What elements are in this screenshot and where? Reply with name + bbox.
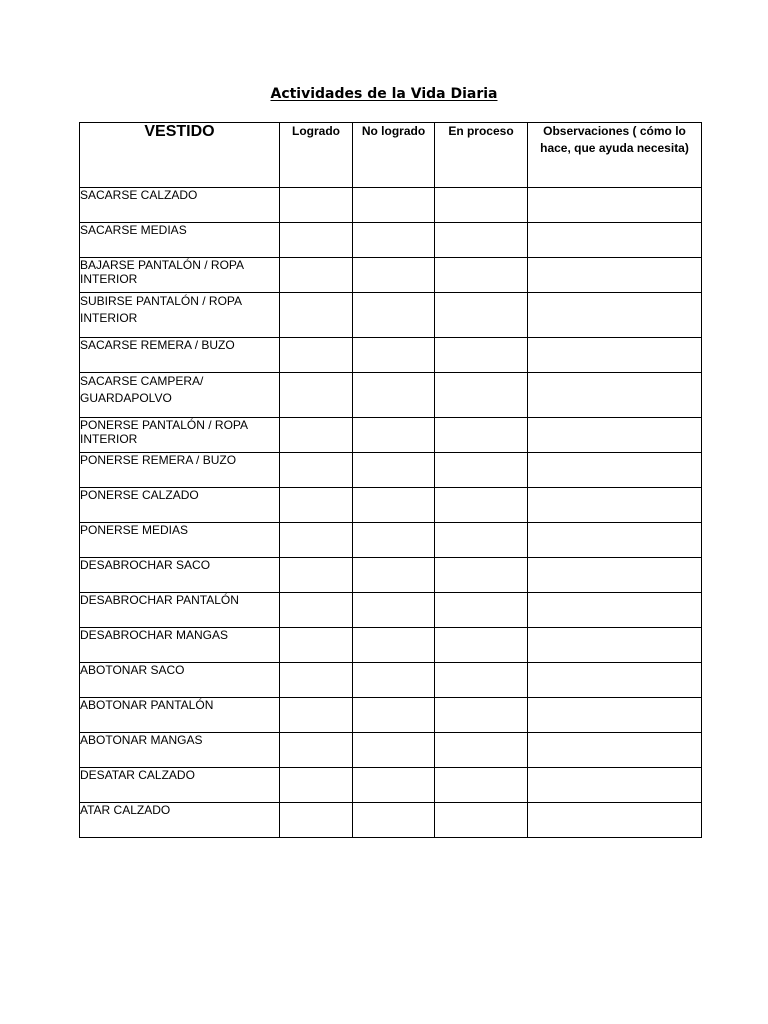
no-logrado-cell[interactable] xyxy=(353,293,435,338)
en-proceso-cell[interactable] xyxy=(435,338,528,373)
no-logrado-cell[interactable] xyxy=(353,453,435,488)
activity-label: SACARSE MEDIAS xyxy=(80,223,280,258)
no-logrado-cell[interactable] xyxy=(353,188,435,223)
table-row xyxy=(80,663,702,698)
activity-label: DESATAR CALZADO xyxy=(80,768,280,803)
header-vestido: VESTIDO xyxy=(80,123,280,188)
en-proceso-cell[interactable] xyxy=(435,698,528,733)
observaciones-cell[interactable] xyxy=(528,188,702,223)
table-row xyxy=(80,558,702,593)
logrado-cell[interactable] xyxy=(280,338,353,373)
en-proceso-cell[interactable] xyxy=(435,418,528,453)
no-logrado-cell[interactable] xyxy=(353,488,435,523)
table-row xyxy=(80,373,702,418)
activity-label: SUBIRSE PANTALÓN / ROPA INTERIOR xyxy=(80,293,280,338)
observaciones-cell[interactable] xyxy=(528,558,702,593)
observaciones-cell[interactable] xyxy=(528,293,702,338)
table-row xyxy=(80,338,702,373)
no-logrado-cell[interactable] xyxy=(353,223,435,258)
activity-label: ABOTONAR PANTALÓN xyxy=(80,698,280,733)
activity-label: ATAR CALZADO xyxy=(80,803,280,838)
activity-label: SACARSE CAMPERA/ GUARDAPOLVO xyxy=(80,373,280,418)
logrado-cell[interactable] xyxy=(280,733,353,768)
logrado-cell[interactable] xyxy=(280,628,353,663)
observaciones-cell[interactable] xyxy=(528,698,702,733)
observaciones-cell[interactable] xyxy=(528,803,702,838)
activity-label: DESABROCHAR MANGAS xyxy=(80,628,280,663)
en-proceso-cell[interactable] xyxy=(435,188,528,223)
table-row xyxy=(80,628,702,663)
activity-label: ABOTONAR MANGAS xyxy=(80,733,280,768)
observaciones-cell[interactable] xyxy=(528,258,702,293)
table-row xyxy=(80,593,702,628)
table-row xyxy=(80,258,702,293)
no-logrado-cell[interactable] xyxy=(353,698,435,733)
en-proceso-cell[interactable] xyxy=(435,593,528,628)
en-proceso-cell[interactable] xyxy=(435,453,528,488)
en-proceso-cell[interactable] xyxy=(435,628,528,663)
logrado-cell[interactable] xyxy=(280,593,353,628)
header-observaciones: Observaciones ( cómo lo hace, que ayuda necesita) xyxy=(528,123,702,188)
table-row xyxy=(80,223,702,258)
observaciones-cell[interactable] xyxy=(528,418,702,453)
en-proceso-cell[interactable] xyxy=(435,768,528,803)
activity-label: PONERSE PANTALÓN / ROPA INTERIOR xyxy=(80,418,280,453)
no-logrado-cell[interactable] xyxy=(353,373,435,418)
activity-table xyxy=(79,122,702,838)
activity-label: DESABROCHAR PANTALÓN xyxy=(80,593,280,628)
no-logrado-cell[interactable] xyxy=(353,768,435,803)
no-logrado-cell[interactable] xyxy=(353,803,435,838)
observaciones-cell[interactable] xyxy=(528,488,702,523)
en-proceso-cell[interactable] xyxy=(435,803,528,838)
observaciones-cell[interactable] xyxy=(528,523,702,558)
table-row xyxy=(80,488,702,523)
table-row xyxy=(80,698,702,733)
observaciones-cell[interactable] xyxy=(528,223,702,258)
document-title: Actividades de la Vida Diaria xyxy=(270,86,498,102)
table-row xyxy=(80,523,702,558)
no-logrado-cell[interactable] xyxy=(353,663,435,698)
activity-label: ABOTONAR SACO xyxy=(80,663,280,698)
header-en-proceso: En proceso xyxy=(435,123,528,188)
observaciones-cell[interactable] xyxy=(528,768,702,803)
logrado-cell[interactable] xyxy=(280,698,353,733)
logrado-cell[interactable] xyxy=(280,258,353,293)
observaciones-cell[interactable] xyxy=(528,663,702,698)
logrado-cell[interactable] xyxy=(280,188,353,223)
observaciones-cell[interactable] xyxy=(528,733,702,768)
table-row xyxy=(80,768,702,803)
observaciones-cell[interactable] xyxy=(528,453,702,488)
logrado-cell[interactable] xyxy=(280,523,353,558)
observaciones-cell[interactable] xyxy=(528,338,702,373)
activity-label: DESABROCHAR SACO xyxy=(80,558,280,593)
logrado-cell[interactable] xyxy=(280,223,353,258)
en-proceso-cell[interactable] xyxy=(435,663,528,698)
header-no-logrado: No logrado xyxy=(353,123,435,188)
en-proceso-cell[interactable] xyxy=(435,523,528,558)
no-logrado-cell[interactable] xyxy=(353,593,435,628)
header-logrado: Logrado xyxy=(280,123,353,188)
no-logrado-cell[interactable] xyxy=(353,258,435,293)
table-row xyxy=(80,733,702,768)
table-row xyxy=(80,293,702,338)
logrado-cell[interactable] xyxy=(280,803,353,838)
no-logrado-cell[interactable] xyxy=(353,628,435,663)
en-proceso-cell[interactable] xyxy=(435,558,528,593)
activity-label: PONERSE CALZADO xyxy=(80,488,280,523)
logrado-cell[interactable] xyxy=(280,488,353,523)
activity-label: PONERSE MEDIAS xyxy=(80,523,280,558)
en-proceso-cell[interactable] xyxy=(435,733,528,768)
no-logrado-cell[interactable] xyxy=(353,338,435,373)
table-row xyxy=(80,803,702,838)
no-logrado-cell[interactable] xyxy=(353,418,435,453)
no-logrado-cell[interactable] xyxy=(353,733,435,768)
observaciones-cell[interactable] xyxy=(528,593,702,628)
logrado-cell[interactable] xyxy=(280,418,353,453)
observaciones-cell[interactable] xyxy=(528,373,702,418)
observaciones-cell[interactable] xyxy=(528,628,702,663)
logrado-cell[interactable] xyxy=(280,373,353,418)
activity-label: BAJARSE PANTALÓN / ROPA INTERIOR xyxy=(80,258,280,293)
en-proceso-cell[interactable] xyxy=(435,373,528,418)
en-proceso-cell[interactable] xyxy=(435,258,528,293)
logrado-cell[interactable] xyxy=(280,768,353,803)
logrado-cell[interactable] xyxy=(280,558,353,593)
table-row xyxy=(80,418,702,453)
table-row xyxy=(80,453,702,488)
no-logrado-cell[interactable] xyxy=(353,523,435,558)
activity-label: PONERSE REMERA / BUZO xyxy=(80,453,280,488)
logrado-cell[interactable] xyxy=(280,663,353,698)
table-row xyxy=(80,188,702,223)
en-proceso-cell[interactable] xyxy=(435,223,528,258)
logrado-cell[interactable] xyxy=(280,453,353,488)
logrado-cell[interactable] xyxy=(280,293,353,338)
en-proceso-cell[interactable] xyxy=(435,293,528,338)
table-header-row xyxy=(80,123,702,188)
en-proceso-cell[interactable] xyxy=(435,488,528,523)
no-logrado-cell[interactable] xyxy=(353,558,435,593)
activity-label: SACARSE CALZADO xyxy=(80,188,280,223)
activity-label: SACARSE REMERA / BUZO xyxy=(80,338,280,373)
